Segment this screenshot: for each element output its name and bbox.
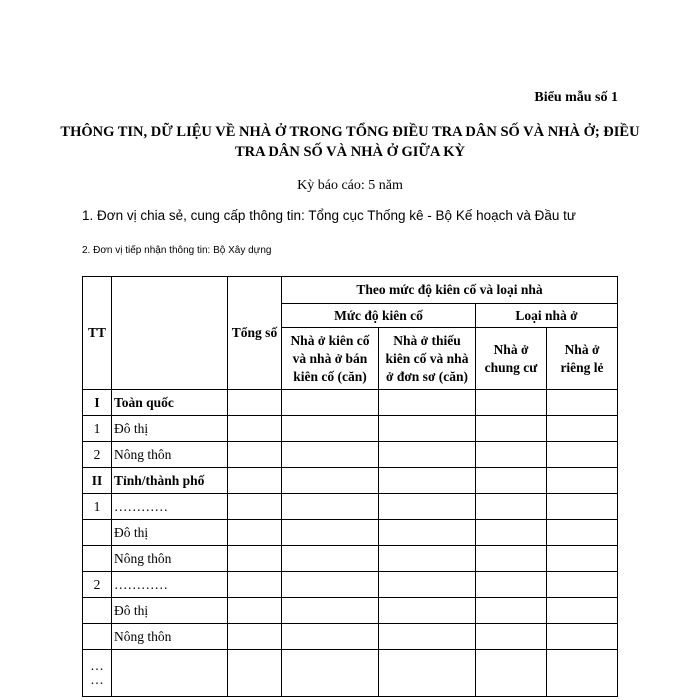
row-tt: 1	[83, 494, 112, 520]
row-cell	[228, 494, 282, 520]
row-name: Tỉnh/thành phố	[112, 468, 228, 494]
row-cell	[379, 546, 476, 572]
table-row	[83, 442, 618, 468]
row-cell	[379, 598, 476, 624]
row-tt	[83, 624, 112, 650]
row-cell	[282, 598, 379, 624]
row-tt: 2	[83, 442, 112, 468]
row-name: …………	[112, 494, 228, 520]
row-cell	[476, 494, 547, 520]
header-apartment: Nhà ở chung cư	[476, 328, 547, 390]
table-row	[83, 624, 618, 650]
row-cell	[476, 416, 547, 442]
header-total: Tổng số	[228, 277, 282, 390]
receiver-unit: 2. Đơn vị tiếp nhận thông tin: Bộ Xây dựng	[82, 245, 272, 256]
header-individual: Nhà ở riêng lẻ	[547, 328, 618, 390]
row-cell	[228, 546, 282, 572]
row-cell	[476, 650, 547, 697]
row-cell	[228, 390, 282, 416]
row-cell	[379, 494, 476, 520]
row-cell	[228, 416, 282, 442]
row-cell	[476, 624, 547, 650]
row-cell	[282, 650, 379, 697]
row-cell	[379, 650, 476, 697]
row-cell	[547, 572, 618, 598]
row-cell	[379, 520, 476, 546]
table-row	[83, 546, 618, 572]
row-name: Nông thôn	[112, 546, 228, 572]
row-cell	[379, 468, 476, 494]
row-cell	[282, 572, 379, 598]
row-cell	[379, 442, 476, 468]
header-durability: Mức độ kiên cố	[282, 304, 476, 328]
table-row	[83, 572, 618, 598]
row-name: …………	[112, 572, 228, 598]
row-cell	[379, 572, 476, 598]
header-tt: TT	[83, 277, 112, 390]
row-cell	[547, 520, 618, 546]
header-name	[112, 277, 228, 390]
row-name: Đô thị	[112, 416, 228, 442]
row-name: Toàn quốc	[112, 390, 228, 416]
row-cell	[547, 468, 618, 494]
table-row	[83, 598, 618, 624]
header-less-solid: Nhà ở thiếu kiên cố và nhà ở đơn sơ (căn)	[379, 328, 476, 390]
row-cell	[282, 468, 379, 494]
row-cell	[476, 468, 547, 494]
row-cell	[476, 598, 547, 624]
row-name: Đô thị	[112, 598, 228, 624]
row-name: Nông thôn	[112, 442, 228, 468]
row-tt	[83, 598, 112, 624]
row-cell	[547, 624, 618, 650]
row-cell	[379, 624, 476, 650]
row-cell	[228, 598, 282, 624]
row-cell	[282, 390, 379, 416]
row-cell	[228, 468, 282, 494]
row-cell	[476, 546, 547, 572]
row-cell	[547, 598, 618, 624]
row-cell	[547, 494, 618, 520]
row-cell	[547, 416, 618, 442]
table-row	[83, 390, 618, 416]
row-cell	[547, 442, 618, 468]
row-cell	[476, 520, 547, 546]
row-cell	[379, 416, 476, 442]
header-group: Theo mức độ kiên cố và loại nhà	[282, 277, 618, 304]
row-tt	[83, 546, 112, 572]
row-cell	[282, 416, 379, 442]
table-row	[83, 520, 618, 546]
provider-unit: 1. Đơn vị chia sẻ, cung cấp thông tin: Tổng cục Thống kê - Bộ Kế hoạch và Đầu tư	[82, 208, 576, 223]
header-solid: Nhà ở kiên cố và nhà ở bán kiên cố (căn)	[282, 328, 379, 390]
header-house-type: Loại nhà ở	[476, 304, 618, 328]
row-cell	[379, 390, 476, 416]
row-cell	[282, 624, 379, 650]
row-cell	[547, 546, 618, 572]
row-cell	[547, 650, 618, 697]
report-period: Kỳ báo cáo: 5 năm	[297, 178, 403, 193]
row-name: Đô thị	[112, 520, 228, 546]
row-cell	[282, 494, 379, 520]
row-cell	[282, 442, 379, 468]
row-cell	[547, 390, 618, 416]
table-row	[83, 494, 618, 520]
row-cell	[476, 390, 547, 416]
row-cell	[228, 624, 282, 650]
row-cell	[282, 546, 379, 572]
row-tt	[83, 520, 112, 546]
row-cell	[476, 572, 547, 598]
row-tt: 2	[83, 572, 112, 598]
row-name: Nông thôn	[112, 624, 228, 650]
table-row	[83, 468, 618, 494]
row-cell	[112, 650, 228, 697]
row-cell	[228, 572, 282, 598]
document-title: THÔNG TIN, DỮ LIỆU VỀ NHÀ Ở TRONG TỔNG ĐIỀU TRA DÂN SỐ VÀ NHÀ Ở; ĐIỀU TRA DÂN SỐ VÀ NHÀ Ở GIỮA KỲ	[60, 124, 640, 160]
row-tt: I	[83, 390, 112, 416]
housing-data-table	[82, 276, 618, 697]
row-cell	[282, 520, 379, 546]
table-row	[83, 650, 618, 697]
row-tt: … …	[83, 650, 112, 697]
row-cell	[228, 520, 282, 546]
form-number: Biểu mẫu số 1	[534, 90, 618, 105]
row-cell	[228, 442, 282, 468]
table-row	[83, 416, 618, 442]
row-tt: 1	[83, 416, 112, 442]
row-cell	[228, 650, 282, 697]
row-tt: II	[83, 468, 112, 494]
row-cell	[476, 442, 547, 468]
